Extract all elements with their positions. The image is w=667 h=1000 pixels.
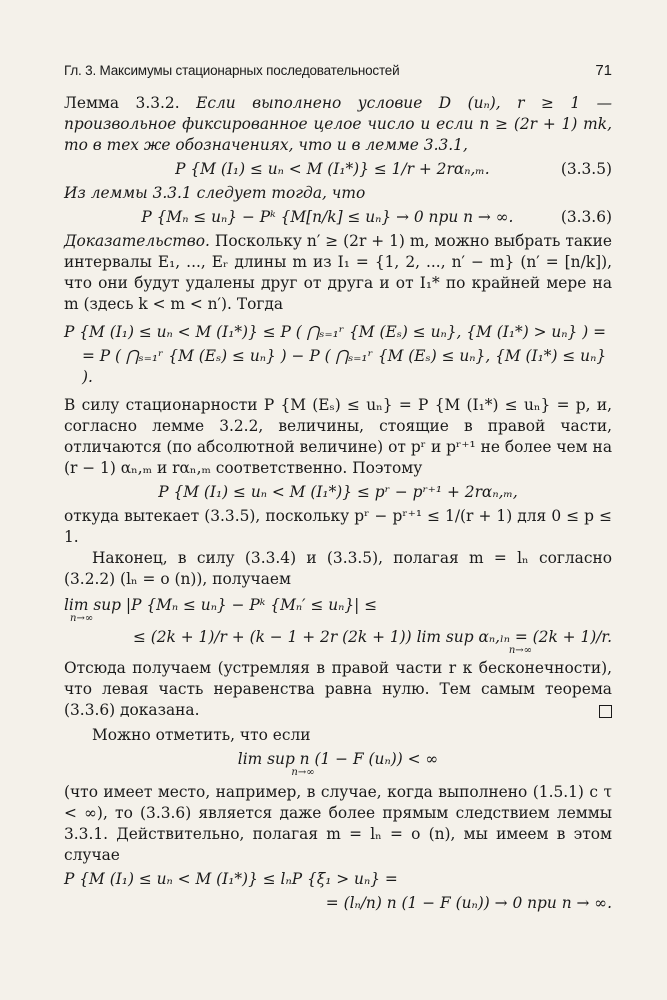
page-number: 71 [595,62,612,79]
whence-paragraph: откуда вытекает (3.3.5), поскольку pʳ − pʳ⁺¹ ≤ 1/(r + 1) для 0 ≤ p ≤ 1. [64,507,612,546]
remark-paragraph: (что имеет место, например, в случае, когда выполнено (1.5.1) с τ < ∞), то (3.3.6) является даже более прямым следствием леммы 3.3.1. Действительно, полагая m = lₙ = o (n), мы имеем в этом случае [64,783,612,864]
proof-equation-5: ≤ (2k + 1)/r + (k − 1 + 2r (2k + 1)) lim sup αₙ,ₗₙ = (2k + 1)/r. [132,628,612,646]
formula-number: (3.3.5) [560,160,612,178]
chapter-title: Гл. 3. Максимумы стационарных последовательностей [64,63,400,78]
lemma-text: Если выполнено условие D (uₙ), r ≥ 1 — произвольное фиксированное целое число и если n ≥ (2r + 1) mk, то в тех же обозначениях, что и в лемме 3.3.1, [64,94,612,154]
finally-paragraph: Наконец, в силу (3.3.4) и (3.3.5), полагая m = lₙ согласно (3.2.2) (lₙ = o (n)), получаем [64,549,612,588]
running-header [64,62,612,79]
proof-equation-2: = P ( ⋂ₛ₌₁ʳ {M (Eₛ) ≤ uₙ} ) − P ( ⋂ₛ₌₁ʳ {M (Eₛ) ≤ uₙ}, {M (I₁*) ≤ uₙ} ). [82,347,607,386]
formula-number: (3.3.6) [560,208,612,226]
corollary-text: Из леммы 3.3.1 следует тогда, что [64,184,366,202]
formula-3-3-6: P {Mₙ ≤ uₙ} − Pᵏ {M[n/k] ≤ uₙ} → 0 при n → ∞. (3.3.6) [141,208,612,226]
qed-square-icon [599,705,612,718]
proof-equation-1: P {M (I₁) ≤ uₙ < M (I₁*)} ≤ P ( ⋂ₛ₌₁ʳ {M (Eₛ) ≤ uₙ}, {M (I₁*) > uₙ} ) = [64,323,607,341]
lemma-statement [64,93,612,156]
limit-subscript: n→∞ [70,613,94,624]
proof-intro: Доказательство. Поскольку n′ ≥ (2r + 1) m, можно выбрать такие интервалы E₁, ..., Eᵣ длины m из I₁ = {1, 2, ..., n′ − m} (n′ = [n/k]), что они будут удалены друг от друга и от I₁* по крайней мере на m (здесь k < m < n′). Тогда [64,232,612,313]
proof-label: Доказательство. [64,232,210,250]
conclusion-paragraph: Отсюда получаем (устремляя в правой части r к бесконечности), что левая часть неравенства равна нулю. Тем самым теорема (3.3.6) доказана. [64,659,612,719]
formula-3-3-5: P {M (I₁) ≤ uₙ < M (I₁*)} ≤ 1/r + 2rαₙ,ₘ. (3.3.5) [175,160,612,178]
proof-equation-3: P {M (I₁) ≤ uₙ < M (I₁*)} ≤ pʳ − pʳ⁺¹ + 2rαₙ,ₘ, [158,483,518,501]
limit-subscript-2: n→∞ [508,645,532,656]
proof-equation-4: lim sup |P {Mₙ ≤ uₙ} − Pᵏ {Mₙ′ ≤ uₙ}| ≤ [64,596,378,614]
stationarity-paragraph: В силу стационарности P {M (Eₛ) ≤ uₙ} = P {M (I₁*) ≤ uₙ} = p, и, согласно лемме 3.2.2, величины, стоящие в правой части, отличаются (по абсолютной величине) от pʳ и pʳ⁺¹ не более чем на (r − 1) αₙ,ₘ и rαₙ,ₘ соответственно. Поэтому [64,396,612,477]
remark-formula: lim sup n (1 − F (uₙ)) < ∞ [237,750,439,768]
remark-equation-1: P {M (I₁) ≤ uₙ < M (I₁*)} ≤ lₙP {ξ₁ > uₙ} = [64,870,398,888]
remark-intro: Можно отметить, что если [92,726,311,744]
remark-equation-2: = (lₙ/n) n (1 − F (uₙ)) → 0 при n → ∞. [325,894,612,912]
book-page [64,62,612,917]
limit-subscript-3: n→∞ [291,767,315,778]
lemma-title: Лемма 3.3.2. [64,94,180,112]
